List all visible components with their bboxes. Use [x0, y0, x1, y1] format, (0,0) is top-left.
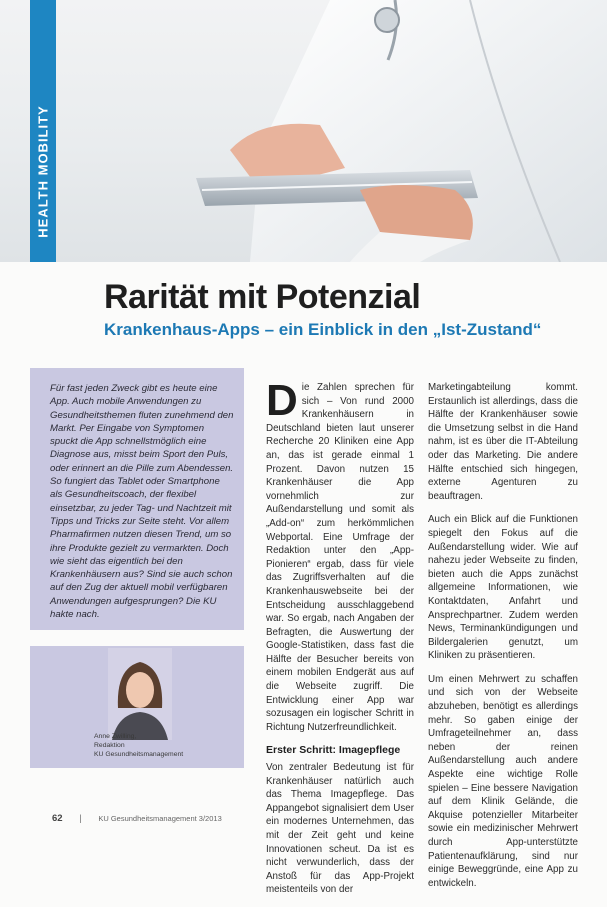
header-photo	[0, 0, 607, 262]
section-sidebar	[30, 0, 56, 262]
author-publication: KU Gesundheitsmanagement	[94, 751, 184, 758]
author-role: Redaktion	[94, 742, 125, 749]
author-photo-icon	[108, 648, 172, 740]
paragraph: Marketingabteilung kommt. Erstaunlich ist allerdings, dass die Hälfte der Krankenhäuser sowie die Umsetzung selbst in die Hand nahm, ist es über die IT-Abteilung oder das Marketing. Die andere Hälfte entschied sich hingegen, externe Agenturen zu beauftragen.	[428, 382, 578, 502]
article-title: Rarität mit Potenzial	[104, 278, 421, 316]
paragraph: Von zentraler Bedeutung ist für Krankenhäuser natürlich auch das Thema Imagepflege. Das Appangebot signalisiert dem User ein modernes Unternehmen, das mit der Zeit geht und keine Innovationen scheut. Da ist es nicht verwunderlich, dass der Anstoß für das App-Projekt meistenteils von der	[266, 762, 414, 896]
author-caption	[94, 732, 183, 759]
author-name: Anne Zwilling,	[94, 733, 137, 740]
intro-text: Für fast jeden Zweck gibt es heute eine App. Auch mobile Anwendungen zu Gesundheitsthemen fluten zunehmend den Markt. Per Eingabe von Symptomen spuckt die App schnellstmöglich eine Diagnose aus, misst beim Sport den Puls, oder erinnert an die Pille zum Abendessen. So fungiert das Tablet oder Smartphone als Gesundheitscoach, der flexibel einsetzbar, zu jeder Tag- und Nachtzeit mit Tipps und Tricks zur Seite steht. Vor allem Pharmafirmen nutzen diesen Trend, um so ihre Produkte gezielt zu vermarkten. Doch wie sieht das eigentlich bei den Krankenhäusern aus? Sind sie auch schon auf den Zug der aktuell mobil verfügbaren Anwendungen aufgesprungen? Die KU hakte nach.	[50, 383, 234, 621]
footer-source: KU Gesundheitsmanagement 3/2013	[98, 814, 222, 823]
article-subtitle: Krankenhaus-Apps – ein Einblick in den „Ist-Zustand“	[104, 320, 542, 339]
intro-box	[30, 368, 244, 630]
section-label: HEALTH MOBILITY	[35, 105, 51, 238]
paragraph: Auch ein Blick auf die Funktionen spiegelt den Fokus auf die Außendarstellung wider. Wie auf nahezu jeder Webseite zu finden, bieten auch die Apps zunächst allgemeine Informationen, wie Kontaktdaten, Anfahrt und Ansprechpartner. Zudem werden News, Terminankündigungen und Bildergalerien genutzt, um Kliniken zu präsentieren.	[428, 514, 578, 662]
drop-cap: D	[266, 376, 298, 425]
paragraph	[266, 376, 414, 734]
author-portrait	[108, 648, 172, 740]
page-footer	[52, 813, 222, 824]
footer-separator: |	[79, 813, 82, 824]
body-column-1	[266, 376, 414, 907]
paragraph: Um einen Mehrwert zu schaffen und sich von der Webseite abzuheben, benötigt es allerdings mehr. So gaben einige der Umfrageteilnehmer an, dass neben der reinen Außendarstellung auch andere Aspekte eine wichtige Rolle spielen – Eine bessere Navigation auf dem Klinik Gelände, die Akquise potenzieller Mitarbeiter sowie ein medizinischer Mehrwert durch App-unterstützte Patientenaufklärung, sind nur einige Beweggründe, eine App zu entwickeln.	[428, 673, 578, 889]
body-column-2	[428, 381, 578, 900]
paragraph-text: ie Zahlen sprechen für sich – Von rund 2000 Krankenhäusern in Deutschland bieten laut unserer Recherche 20 Kliniken eine App an, das ist gerade einmal 1 Prozent. Davon nutzen 15 Krankenhäuser die App vornehmlich zur Außendarstellung und somit als „Add-on“ zum herkömmlichen Webportal. Eine Umfrage der Redaktion unter den „App-Pionieren“ ergab, dass für viele das Zugriffsverhalten auf die Krankenhauswebseite bei der Entscheidung ausschlaggebend war. So ergab, nach Angaben der Befragten, die Auswertung der Google-Statistiken, dass fast die Hälfte der Besucher bereits von einem mobilen Endgerät aus auf die Webseite zugriff. Die Entwicklung einer App war sozusagen ein logischer Schritt in Richtung Nutzerfreundlichkeit.	[266, 382, 414, 733]
section-heading: Erster Schritt: Imagepflege	[266, 744, 401, 757]
page-number: 62	[52, 813, 63, 824]
doctor-illustration	[0, 0, 607, 262]
